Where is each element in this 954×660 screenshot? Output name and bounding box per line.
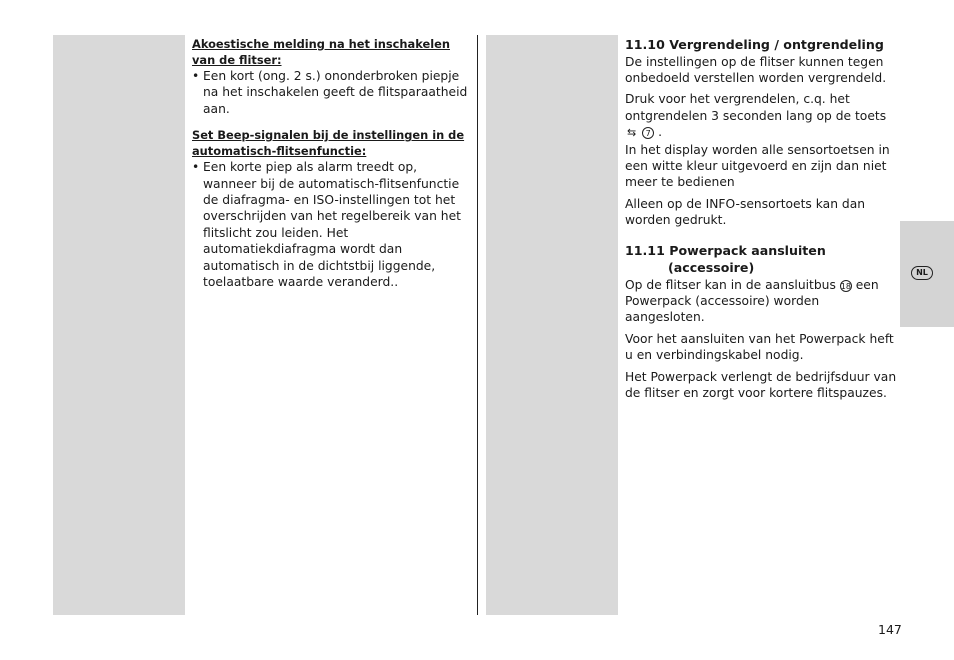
middle-margin-band [486,35,618,615]
right-column [625,36,897,406]
section-title-lock: 11.10 Vergrendeling / ontgrendeling [625,37,884,52]
page-number: 147 [878,622,902,637]
paragraph-text: Op de flitser kan in de aansluitbus [625,277,836,292]
bullet-icon: • [192,69,200,83]
paragraph [625,91,897,190]
reference-number-badge: 7 [642,127,654,139]
bullet-text: Een korte piep als alarm treedt op, wanneer bij de automatisch-flitsenfunctie de diafragma- en ISO-instellingen tot het overschrijden van het regelbereik van het flitslicht zou leiden. Het automatiekdiafragma wordt dan automatisch in de dichtstbij liggende, toelaatbare waarde veranderd.. [203,160,461,290]
paragraph-text: Druk voor het vergrendelen, c.q. het ontgrendelen 3 seconden lang op de toets [625,92,887,123]
heading-acoustic-signal: Akoestische melding na het inschakelen van de flitser: [192,37,450,67]
reference-number-badge: 18 [840,281,851,291]
bullet-item [192,68,468,117]
bullet-item [192,159,468,290]
paragraph: Voor het aansluiten van het Powerpack heft u en verbindingskabel nodig. [625,331,894,363]
paragraph: Alleen op de INFO-sensortoets kan dan worden gedrukt. [625,196,866,228]
section-title-powerpack [625,242,897,277]
section-title-line: 11.11 Powerpack aansluiten [625,242,826,258]
paragraph: De instellingen op de flitser kunnen tegen onbedoeld verstellen worden vergrendeld. [625,54,887,85]
column-divider [477,35,478,615]
paragraph [625,277,897,326]
language-badge: NL [911,266,933,280]
bullet-icon: • [192,160,200,175]
paragraph: Het Powerpack verlengt de bedrijfsduur van de flitser en zorgt voor kortere flitspauzes. [625,369,897,400]
paragraph-text: een Powerpack (accessoire) worden aangesloten. [625,277,879,325]
left-margin-band [53,35,185,615]
left-column [192,36,468,290]
paragraph-text: In het display worden alle sensortoetsen in een witte kleur uitgevoerd en zijn dan niet meer te bedienen [625,142,890,190]
bullet-text: Een kort (ong. 2 s.) ononderbroken piepje na het inschakelen geeft de flitsparaatheid aan. [203,69,468,116]
heading-beep-signals: Set Beep-signalen bij de instellingen in de automatisch-flitsenfunctie: [192,128,465,159]
paragraph-text: . [658,125,662,140]
section-title-line: (accessoire) [668,260,755,276]
swap-arrows-icon: ⇆ [627,126,637,140]
